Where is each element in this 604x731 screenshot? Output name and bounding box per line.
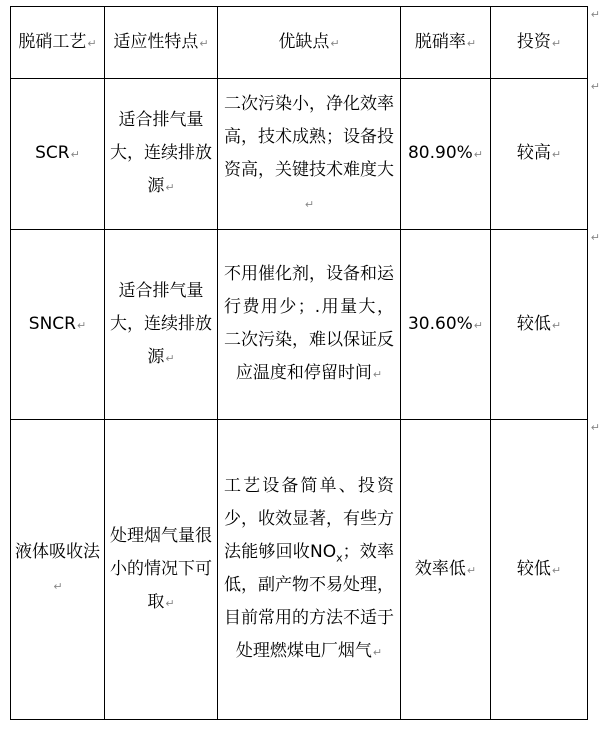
denitrification-comparison-table	[10, 6, 600, 720]
paragraph-mark: ↵	[466, 563, 477, 577]
cell-investment	[491, 420, 600, 720]
cell-process	[11, 79, 105, 230]
paragraph-mark: ↵	[70, 148, 80, 161]
cell-efficiency	[401, 420, 491, 720]
header-pros-cons	[218, 7, 401, 79]
paragraph-mark: ↵	[551, 148, 562, 161]
paragraph-mark: ↵	[304, 197, 315, 211]
paragraph-mark: ↵	[199, 36, 209, 50]
header-applicability	[105, 7, 218, 79]
paragraph-mark: ↵	[372, 646, 383, 659]
pros-cons-part-1: 工艺设备简单、投资少，收效显著，有些方法能够回收NO	[224, 476, 394, 562]
cell-pros-cons-text: 二次污染小，净化效率高，技术成熟；设备投资高，关键技术难度大	[224, 93, 394, 180]
nox-subscript: x	[336, 551, 343, 565]
cell-process-text: 液体吸收法	[15, 542, 100, 562]
paragraph-mark: ↵	[473, 148, 484, 161]
cell-applicability	[105, 230, 218, 420]
cell-pros-cons	[218, 230, 401, 420]
cell-investment-text: 较高	[516, 143, 551, 163]
row-end-mark: ↵	[590, 421, 600, 434]
cell-efficiency-text: 80.90%	[407, 143, 473, 163]
cell-investment	[491, 230, 600, 420]
cell-process	[11, 420, 105, 720]
pros-cons-part-2: ；效率低，副产物不易处理，目前常用的方法不适于处理燃煤电厂烟气	[224, 542, 395, 661]
cell-investment-text: 较低	[516, 558, 551, 579]
cell-pros-cons	[218, 79, 401, 230]
table-row	[11, 420, 588, 720]
cell-pros-cons-text	[224, 476, 394, 661]
paragraph-mark: ↵	[473, 318, 484, 332]
header-efficiency	[401, 7, 491, 79]
cell-efficiency	[401, 79, 491, 230]
cell-process-text: SNCR	[28, 313, 76, 334]
paragraph-mark: ↵	[372, 368, 383, 381]
paragraph-mark: ↵	[466, 36, 477, 50]
paragraph-mark: ↵	[165, 596, 175, 610]
header-row	[11, 7, 588, 79]
header-investment-text: 投资	[516, 31, 551, 52]
header-investment	[491, 7, 600, 79]
header-process	[11, 7, 105, 79]
table-row	[11, 230, 588, 420]
cell-efficiency-text: 30.60%	[407, 313, 473, 334]
paragraph-mark: ↵	[87, 36, 97, 50]
cell-process	[11, 230, 105, 420]
cell-applicability-text: 适合排气量大，连续排放源	[110, 280, 212, 367]
cell-applicability	[105, 79, 218, 230]
paragraph-mark: ↵	[551, 318, 562, 332]
paragraph-mark: ↵	[165, 351, 175, 365]
row-end-mark: ↵	[590, 231, 600, 244]
cell-efficiency-text: 效率低	[414, 558, 466, 579]
paragraph-mark: ↵	[76, 318, 87, 332]
row-end-mark: ↵	[590, 8, 600, 21]
cell-applicability-text: 处理烟气量很小的情况下可取	[110, 525, 212, 612]
paragraph-mark: ↵	[330, 36, 340, 50]
paragraph-mark: ↵	[551, 36, 562, 50]
header-pros-cons-text: 优缺点	[278, 31, 330, 52]
row-end-mark: ↵	[590, 80, 600, 93]
cell-process-text: SCR	[35, 143, 70, 163]
header-applicability-text: 适应性特点	[113, 31, 199, 52]
cell-applicability-text: 适合排气量大，连续排放源	[110, 110, 212, 196]
cell-investment-text: 较低	[516, 313, 551, 334]
table-row	[11, 79, 588, 230]
cell-pros-cons	[218, 420, 401, 720]
paragraph-mark: ↵	[551, 563, 562, 577]
cell-pros-cons-text: 不用催化剂，设备和运行费用少；.用量大，二次污染，难以保证反应温度和停留时间	[224, 264, 394, 383]
cell-applicability	[105, 420, 218, 720]
paragraph-mark: ↵	[165, 181, 175, 194]
cell-investment	[491, 79, 600, 230]
paragraph-mark: ↵	[53, 580, 63, 593]
header-process-text: 脱硝工艺	[18, 31, 87, 52]
cell-efficiency	[401, 230, 491, 420]
header-efficiency-text: 脱硝率	[414, 31, 466, 52]
